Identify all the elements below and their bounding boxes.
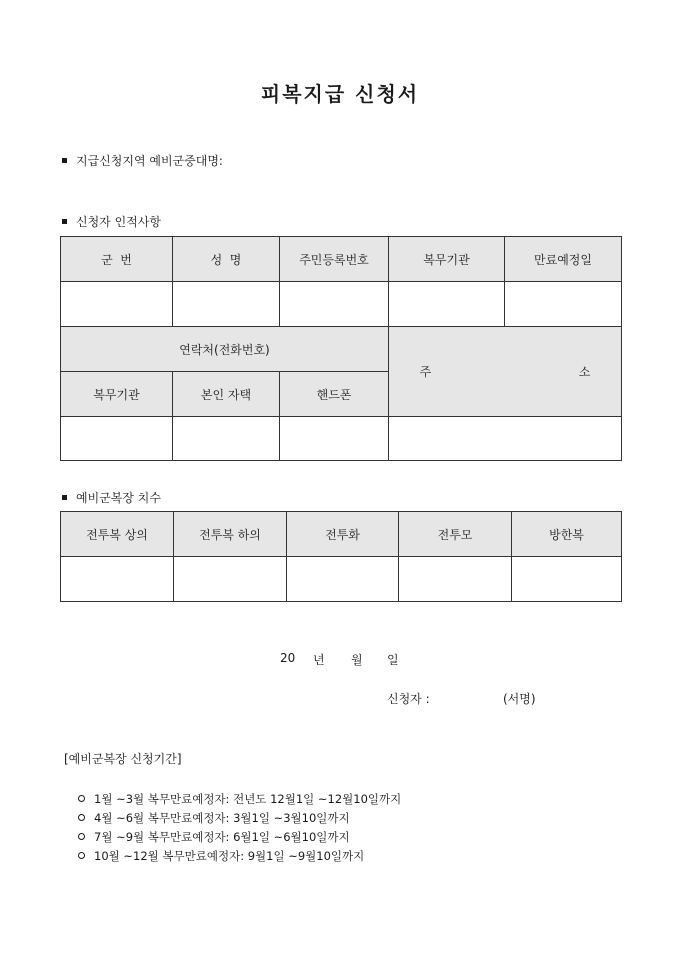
list-item: 4월 ~6월 복무만료예정자: 3월1일 ~3월10일까지 [78,809,401,828]
header-contact-agency: 복무기관 [61,372,173,417]
form-title: 피복지급 신청서 [260,82,420,106]
section-region [62,152,223,169]
list-item: 7월 ~9월 복무만료예정자: 6월1일 ~6월10일까지 [78,828,401,847]
uniform-table [60,511,622,602]
section-uniform [62,489,161,506]
combat-cap-size-field[interactable] [399,557,512,602]
applicant-table [60,236,622,461]
header-resident-number: 주민등록번호 [280,237,389,282]
list-item: 10월 ~12월 복무만료예정자: 9월1일 ~9월10일까지 [78,847,401,866]
circle-bullet-icon [78,852,85,859]
header-combat-cap: 전투모 [399,512,512,557]
circle-bullet-icon [78,833,85,840]
day-label: 일 [387,653,399,667]
combat-top-size-field[interactable] [61,557,174,602]
signature-label: (서명) [503,692,536,706]
period-title: [예비군복장 신청기간] [64,752,182,766]
year-prefix: 20 [280,651,296,665]
circle-bullet-icon [78,814,85,821]
name-field[interactable] [173,282,280,327]
header-contact: 연락처(전화번호) [61,327,389,372]
applicant-label: 신청자 인적사항 [76,215,161,229]
header-combat-boots: 전투화 [287,512,399,557]
circle-bullet-icon [78,795,85,802]
combat-bottom-size-field[interactable] [174,557,287,602]
region-label: 지급신청지역 예비군중대명: [76,154,223,168]
square-bullet-icon [62,495,67,500]
section-applicant [62,213,161,230]
header-contact-mobile: 핸드폰 [280,372,389,417]
year-label: 년 [313,653,325,667]
header-combat-top: 전투복 상의 [61,512,174,557]
expiry-date-field[interactable] [505,282,622,327]
winter-coat-size-field[interactable] [512,557,622,602]
header-address: 주 소 [389,327,622,417]
contact-home-field[interactable] [173,417,280,461]
header-winter-coat: 방한복 [512,512,622,557]
combat-boots-size-field[interactable] [287,557,399,602]
uniform-label: 예비군복장 치수 [76,491,161,505]
square-bullet-icon [62,219,67,224]
contact-agency-field[interactable] [61,417,173,461]
header-service-agency: 복무기관 [389,237,505,282]
resident-number-field[interactable] [280,282,389,327]
month-label: 월 [351,653,363,667]
header-expiry-date: 만료예정일 [505,237,622,282]
header-name: 성 명 [173,237,280,282]
period-list [78,790,401,866]
list-item: 1월 ~3월 복무만료예정자: 전년도 12월1일 ~12월10일까지 [78,790,401,809]
address-field[interactable] [389,417,622,461]
service-number-field[interactable] [61,282,173,327]
applicant-label: 신청자 : [387,692,430,706]
header-contact-home: 본인 자택 [173,372,280,417]
contact-mobile-field[interactable] [280,417,389,461]
header-combat-bottom: 전투복 하의 [174,512,287,557]
square-bullet-icon [62,158,67,163]
service-agency-field[interactable] [389,282,505,327]
header-service-number: 군 번 [61,237,173,282]
